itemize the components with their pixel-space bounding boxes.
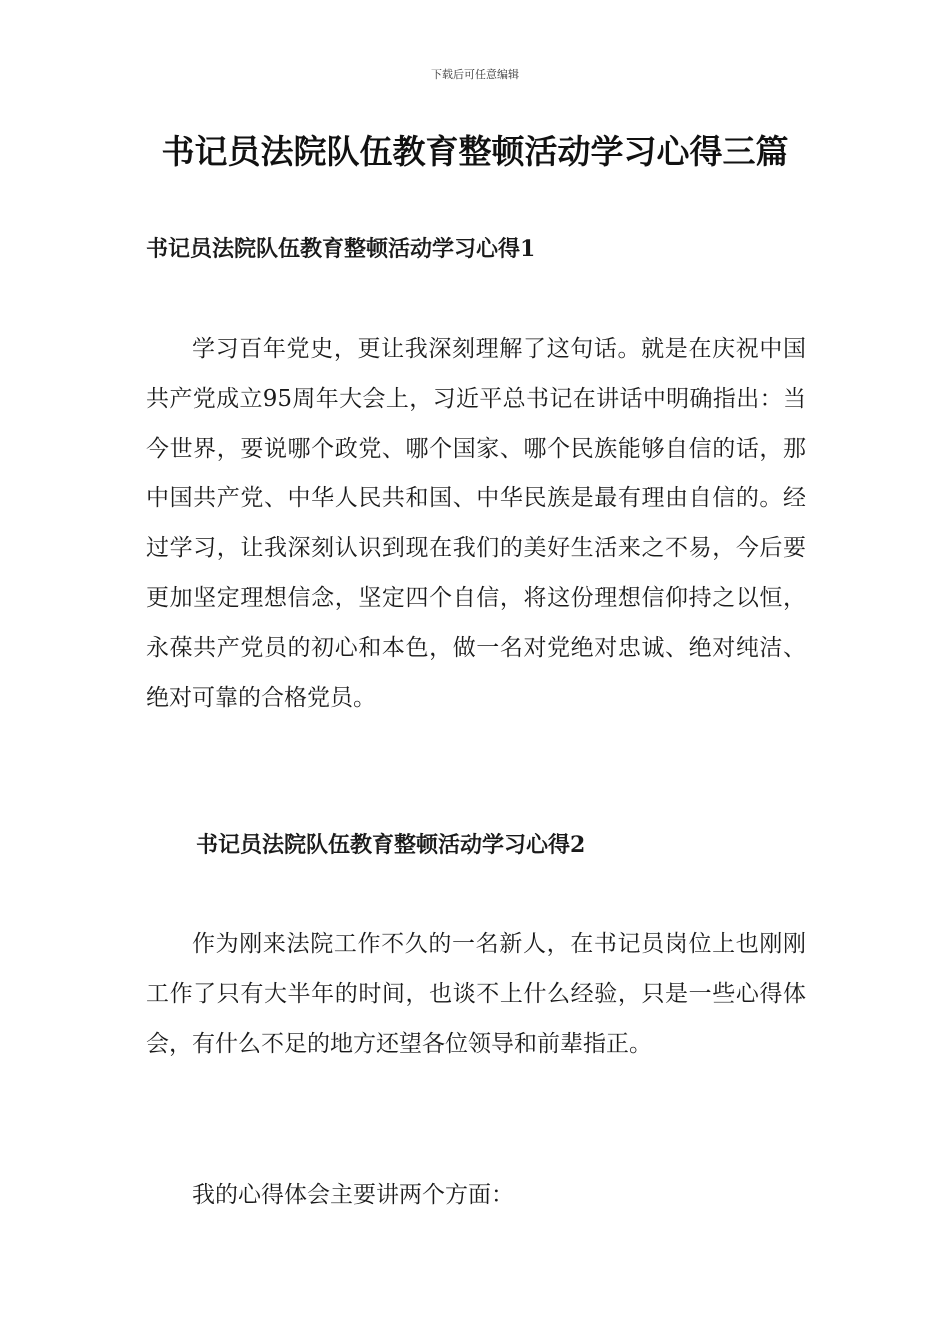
section-1-heading: 书记员法院队伍教育整顿活动学习心得1 <box>146 236 536 262</box>
header-note: 下载后可任意编辑 <box>431 68 519 81</box>
document-title: 书记员法院队伍教育整顿活动学习心得三篇 <box>161 132 789 171</box>
section-2-paragraph-1: 作为刚来法院工作不久的一名新人，在书记员岗位上也刚刚工作了只有大半年的时间，也谈不上什么经验，只是一些心得体会，有什么不足的地方还望各位领导和前辈指正。 <box>146 931 806 1057</box>
section-2-paragraph-2: 我的心得体会主要讲两个方面： <box>192 1182 514 1208</box>
section-1-paragraph-1: 学习百年党史，更让我深刻理解了这句话。就是在庆祝中国共产党成立95周年大会上，习近平总书记在讲话中明确指出：当今世界，要说哪个政党、哪个国家、哪个民族能够自信的话，那中国共产党、中华人民共和国、中华民族是最有理由自信的。经过学习，让我深刻认识到现在我们的美好生活来之不易，今后要更加坚定理想信念，坚定四个自信，将这份理想信仰持之以恒，永葆共产党员的初心和本色，做一名对党绝对忠诚、绝对纯洁、绝对可靠的合格党员。 <box>146 336 806 711</box>
section-2-heading: 书记员法院队伍教育整顿活动学习心得2 <box>196 832 586 858</box>
